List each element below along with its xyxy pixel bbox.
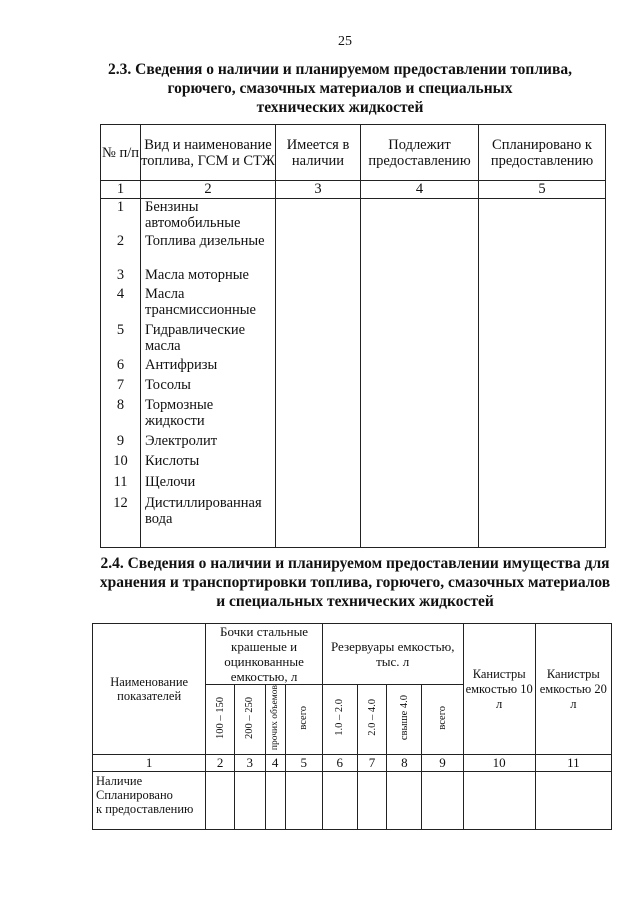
fuel-name: Щелочи [145, 474, 196, 490]
column-number: 8 [387, 755, 422, 772]
row-number: 5 [116, 322, 125, 338]
planned-cell [479, 199, 606, 548]
to-provide-cell [361, 199, 479, 548]
column-number: 5 [285, 755, 322, 772]
row-number: 10 [113, 453, 128, 469]
storage-table [92, 623, 612, 830]
header-tank-2-4: 2.0 – 4.0 [357, 685, 387, 755]
header-can-20: Канистры емкостью 20 л [535, 624, 611, 755]
row-number: 3 [116, 267, 125, 283]
data-cell [234, 772, 265, 830]
fuel-name: Дистиллированная вода [145, 495, 262, 527]
title-line: хранения и транспортировки топлива, горючего, смазочных материалов [99, 574, 611, 591]
title-line: горючего, смазочных материалов и специальных [167, 80, 513, 97]
data-cell [285, 772, 322, 830]
page-number: 25 [338, 34, 352, 49]
header-tank-1-2: 1.0 – 2.0 [322, 685, 357, 755]
row-names-cell [141, 199, 276, 548]
section-2-4-title [95, 554, 615, 611]
fuel-name: Тосолы [145, 377, 191, 393]
available-cell [276, 199, 361, 548]
fuel-name: Масла моторные [145, 267, 249, 283]
fuel-name: Топлива дизельные [145, 233, 265, 249]
row-number: 9 [116, 433, 125, 449]
column-number: 3 [234, 755, 265, 772]
fuel-name: Кислоты [145, 453, 200, 469]
row-number: 11 [113, 474, 128, 490]
data-cell [535, 772, 611, 830]
header-type: Вид и наименование топлива, ГСМ и СТЖ [141, 125, 276, 181]
row-label: к предоставлению [96, 802, 194, 817]
row-number: 12 [113, 495, 128, 511]
fuel-table [100, 124, 606, 548]
column-number: 2 [206, 755, 235, 772]
header-tanks: Резервуары емкостью, тыс. л [322, 624, 463, 685]
data-cell [206, 772, 235, 830]
header-number: № п/п [101, 125, 141, 181]
header-can-10: Канистры емкостью 10 л [463, 624, 535, 755]
header-planned: Спланировано к предоставлению [479, 125, 606, 181]
fuel-name: Антифризы [145, 357, 218, 373]
data-cell [265, 772, 285, 830]
row-number: 4 [116, 286, 125, 302]
column-number: 4 [361, 181, 479, 199]
data-cell [422, 772, 463, 830]
header-to-provide: Подлежит предоставлению [361, 125, 479, 181]
row-labels-cell [93, 772, 206, 830]
header-barrel-other: прочих объемов [265, 685, 285, 755]
fuel-name: Гидравлические масла [145, 322, 246, 354]
column-number: 4 [265, 755, 285, 772]
header-available: Имеется в наличии [276, 125, 361, 181]
fuel-name: Электролит [145, 433, 218, 449]
data-cell [387, 772, 422, 830]
data-cell [322, 772, 357, 830]
column-number: 10 [463, 755, 535, 772]
header-barrel-200-250: 200 – 250 [234, 685, 265, 755]
row-number: 1 [116, 199, 125, 215]
header-tank-over-4: свыше 4.0 [387, 685, 422, 755]
row-label: Наличие [96, 774, 143, 789]
column-number: 9 [422, 755, 463, 772]
row-numbers-cell [101, 199, 141, 548]
title-line: технических жидкостей [256, 99, 424, 116]
header-indicators: Наименование показателей [93, 624, 206, 755]
title-line: 2.4. Сведения о наличии и планируемом предоставлении имущества для [100, 555, 610, 572]
row-number: 6 [116, 357, 125, 373]
row-number: 2 [116, 233, 125, 249]
column-number: 7 [357, 755, 387, 772]
header-barrel-100-150: 100 – 150 [206, 685, 235, 755]
column-number: 1 [101, 181, 141, 199]
column-number: 11 [535, 755, 611, 772]
title-line: 2.3. Сведения о наличии и планируемом предоставлении топлива, [108, 61, 572, 78]
fuel-name: Масла трансмиссионные [145, 286, 256, 318]
fuel-name: Тормозные жидкости [145, 397, 214, 429]
column-number: 1 [93, 755, 206, 772]
data-cell [463, 772, 535, 830]
column-number: 5 [479, 181, 606, 199]
column-number: 3 [276, 181, 361, 199]
header-barrel-total: всего [285, 685, 322, 755]
title-line: и специальных технических жидкостей [216, 593, 494, 610]
data-cell [357, 772, 387, 830]
row-number: 7 [116, 377, 125, 393]
column-number: 2 [141, 181, 276, 199]
row-label: Спланировано [96, 788, 173, 803]
header-tank-total: всего [422, 685, 463, 755]
fuel-name: Бензины автомобильные [145, 199, 241, 231]
section-2-3-title [80, 60, 600, 117]
row-number: 8 [116, 397, 125, 413]
header-barrels: Бочки стальные крашеные и оцинкованные емкостью, л [206, 624, 322, 685]
column-number: 6 [322, 755, 357, 772]
